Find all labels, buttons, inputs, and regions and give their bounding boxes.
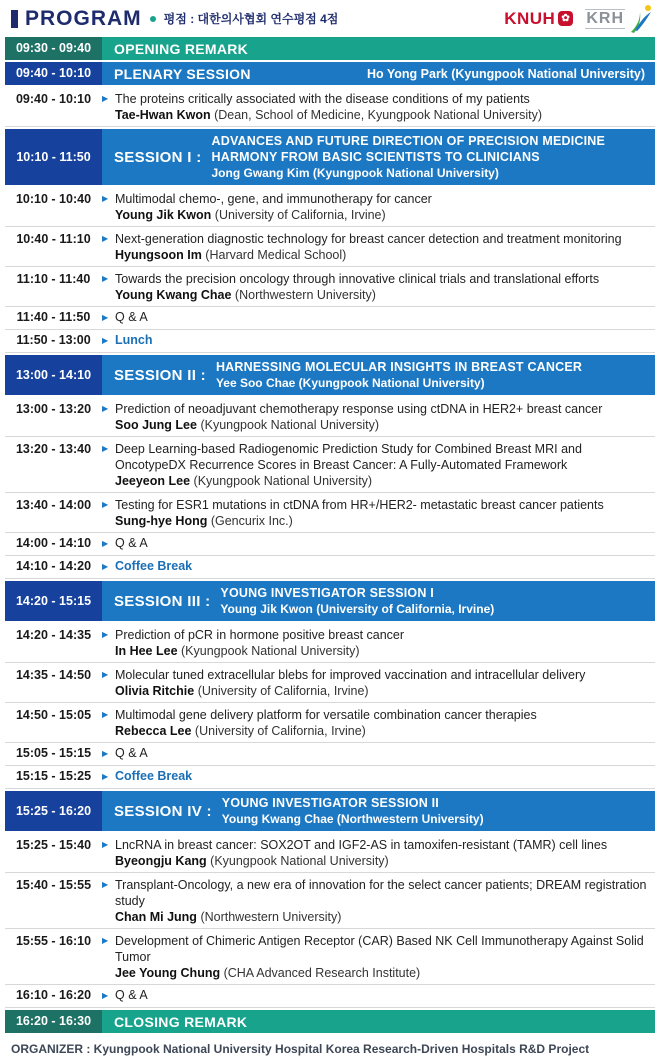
title-accent-bar: [11, 10, 18, 28]
time-range: 13:00 - 13:20: [15, 402, 92, 416]
banner-label: CLOSING REMARK: [114, 1013, 248, 1030]
banner-row: [5, 37, 655, 60]
banner-body: [102, 37, 655, 60]
simple-body: [102, 746, 655, 762]
arrow-bullet-icon: ▶: [102, 630, 109, 639]
simple-row: [5, 985, 655, 1008]
talk-speaker-line: [102, 643, 651, 659]
time-range: 15:05 - 15:15: [15, 746, 92, 760]
simple-label: Lunch: [115, 333, 153, 347]
talk-body: [102, 91, 655, 123]
speaker-affiliation: (Northwestern University): [200, 910, 342, 924]
arrow-bullet-icon: ▶: [102, 880, 109, 889]
talk-title: Transplant-Oncology, a new era of innovation for the select cancer patients; DREAM registration study: [115, 878, 647, 908]
talk-speaker-line: [102, 207, 651, 223]
speaker-name: In Hee Lee: [115, 644, 178, 658]
talk-speaker-line: [102, 287, 651, 303]
arrow-bullet-icon: ▶: [102, 539, 109, 548]
session-header-row: [5, 791, 655, 831]
arrow-bullet-icon: ▶: [102, 500, 109, 509]
session-body: [102, 791, 655, 831]
banner-row: [5, 62, 655, 85]
talk-title: Prediction of pCR in hormone positive breast cancer: [115, 628, 405, 642]
session-title-line: YOUNG INVESTIGATOR SESSION II: [221, 796, 439, 810]
time-range: 14:50 - 15:05: [15, 708, 92, 722]
session-titles: [212, 133, 606, 181]
simple-label: Coffee Break: [115, 559, 193, 573]
session-label: SESSION II :: [114, 366, 206, 384]
simple-row: [5, 533, 655, 556]
talk-row: [5, 623, 655, 663]
talk-title-line: [102, 627, 651, 643]
speaker-name: Jeeyeon Lee: [115, 474, 191, 488]
talk-title: Molecular tuned extracellular blebs for improved vaccination and intracellular delivery: [115, 668, 586, 682]
banner-body: [102, 1010, 655, 1033]
session-titles: [216, 359, 582, 391]
talk-title: Multimodal chemo-, gene, and immunotherapy for cancer: [115, 192, 432, 206]
speaker-affiliation: (CHA Advanced Research Institute): [223, 966, 421, 980]
speaker-affiliation: (Kyungpook National University): [193, 474, 373, 488]
time-range: 11:10 - 11:40: [16, 272, 91, 286]
simple-body: [102, 769, 655, 785]
speaker-name: Jee Young Chung: [115, 966, 221, 980]
talk-body: [102, 837, 655, 869]
header-title-group: [11, 7, 338, 31]
page-title: PROGRAM: [25, 6, 142, 30]
simple-label: Q & A: [115, 536, 148, 550]
speaker-affiliation: (Harvard Medical School): [205, 248, 347, 262]
banner-label: OPENING REMARK: [114, 40, 249, 57]
time-range: 14:00 - 14:10: [15, 536, 92, 550]
krh-logo-text: KRH: [586, 9, 624, 27]
talk-title-line: [102, 837, 651, 853]
speaker-affiliation: (Kyungpook National University): [181, 644, 360, 658]
time-range: 14:20 - 15:15: [5, 581, 102, 621]
session-label: SESSION I :: [114, 148, 202, 166]
talk-body: [102, 933, 655, 981]
session-header-row: [5, 355, 655, 395]
arrow-bullet-icon: ▶: [102, 404, 109, 413]
speaker-name: Hyungsoon Im: [115, 248, 202, 262]
talk-row: [5, 929, 655, 985]
talk-title-line: [102, 667, 651, 683]
talk-title-line: [102, 191, 651, 207]
talk-speaker-line: [102, 247, 651, 263]
talk-body: [102, 271, 655, 303]
simple-body: [102, 333, 655, 349]
talk-title-line: [102, 707, 651, 723]
header-logos: [504, 4, 653, 34]
credit-note: 평점 : 대한의사협회 연수평점 4점: [163, 12, 339, 26]
arrow-bullet-icon: ▶: [102, 562, 109, 571]
time-range: 16:20 - 16:30: [5, 1010, 102, 1033]
simple-row: [5, 307, 655, 330]
simple-row: [5, 743, 655, 766]
arrow-bullet-icon: ▶: [102, 710, 109, 719]
arrow-bullet-icon: ▶: [102, 444, 109, 453]
arrow-bullet-icon: ▶: [102, 670, 109, 679]
talk-speaker-line: [102, 723, 651, 739]
speaker-affiliation: (Gencurix Inc.): [210, 514, 293, 528]
talk-speaker-line: [102, 513, 651, 529]
talk-title: Deep Learning-based Radiogenomic Prediction Study for Combined Breast MRI and OncotypeDX Recurrence Scores in Breast Cancer: A Fully-Automated Framework: [115, 442, 582, 472]
talk-title: LncRNA in breast cancer: SOX2OT and IGF2-AS in tamoxifen-resistant (TAMR) cell lines: [115, 838, 608, 852]
simple-label: Q & A: [115, 988, 148, 1002]
time-range: 10:10 - 11:50: [5, 129, 102, 185]
speaker-affiliation: (Kyungpook National University): [210, 854, 389, 868]
time-range: 13:00 - 14:10: [5, 355, 102, 395]
arrow-bullet-icon: ▶: [102, 234, 109, 243]
time-range: 14:20 - 14:35: [15, 628, 92, 642]
talk-body: [102, 191, 655, 223]
footer: [5, 1035, 655, 1056]
talk-speaker-line: [102, 909, 651, 925]
arrow-bullet-icon: ▶: [102, 840, 109, 849]
talk-speaker-line: [102, 107, 651, 123]
simple-label: Q & A: [115, 310, 148, 324]
talk-speaker-line: [102, 473, 651, 489]
time-range: 11:40 - 11:50: [16, 310, 91, 324]
session-chair: Jong Gwang Kim (Kyungpook National University): [211, 166, 499, 180]
session-chair: Young Kwang Chae (Northwestern University): [221, 812, 484, 826]
time-range: 14:10 - 14:20: [15, 559, 92, 573]
session-body: [102, 129, 655, 185]
time-range: 11:50 - 13:00: [16, 333, 91, 347]
simple-body: [102, 536, 655, 552]
speaker-name: Soo Jung Lee: [115, 418, 197, 432]
talk-body: [102, 667, 655, 699]
time-range: 15:55 - 16:10: [15, 934, 92, 948]
speaker-name: Rebecca Lee: [115, 724, 192, 738]
talk-speaker-line: [102, 417, 651, 433]
talk-title-line: [102, 271, 651, 287]
speaker-name: Sung-hye Hong: [115, 514, 208, 528]
speaker-name: Byeongju Kang: [115, 854, 207, 868]
talk-speaker-line: [102, 853, 651, 869]
time-range: 14:35 - 14:50: [15, 668, 92, 682]
session-body: [102, 581, 655, 621]
talk-body: [102, 401, 655, 433]
simple-body: [102, 559, 655, 575]
knuh-logo: [504, 9, 573, 29]
simple-row: [5, 556, 655, 579]
krh-swoosh-icon: [627, 4, 653, 34]
bullet-dot-icon: [150, 16, 156, 22]
session-chair: Young Jik Kwon (University of California, Irvine): [220, 602, 495, 616]
talk-row: [5, 493, 655, 533]
talk-body: [102, 877, 655, 925]
speaker-affiliation: (University of California, Irvine): [194, 724, 366, 738]
talk-title-line: [102, 231, 651, 247]
speaker-affiliation: (Kyungpook National University): [200, 418, 379, 432]
speaker-affiliation: (University of California, Irvine): [197, 684, 369, 698]
knuh-logo-text: KNUH: [504, 8, 556, 28]
banner-label: PLENARY SESSION: [114, 65, 251, 82]
organizer-text: ORGANIZER : Kyungpook National University Hospital Korea Research-Driven Hospitals R&D Project: [11, 1042, 590, 1056]
talk-row: [5, 873, 655, 929]
talk-row: [5, 437, 655, 493]
simple-label: Coffee Break: [115, 769, 193, 783]
talk-row: [5, 833, 655, 873]
talk-title: Multimodal gene delivery platform for versatile combination cancer therapies: [115, 708, 537, 722]
talk-title: Prediction of neoadjuvant chemotherapy response using ctDNA in HER2+ breast cancer: [115, 402, 603, 416]
simple-body: [102, 310, 655, 326]
talk-title: Towards the precision oncology through innovative clinical trials and translational efforts: [115, 272, 600, 286]
talk-title-line: [102, 497, 651, 513]
talk-title: Next-generation diagnostic technology for breast cancer detection and treatment monitoring: [115, 232, 622, 246]
session-titles: [220, 585, 494, 617]
speaker-affiliation: (Dean, School of Medicine, Kyungpook National University): [214, 108, 543, 122]
schedule: [5, 37, 655, 1033]
time-range: 13:20 - 13:40: [15, 442, 92, 456]
talk-speaker-line: [102, 965, 651, 981]
talk-row: [5, 703, 655, 743]
banner-row: [5, 1010, 655, 1033]
speaker-affiliation: (Northwestern University): [234, 288, 376, 302]
session-titles: [222, 795, 484, 827]
simple-row: [5, 330, 655, 353]
krh-logo: [585, 4, 653, 34]
talk-row: [5, 267, 655, 307]
arrow-bullet-icon: ▶: [102, 274, 109, 283]
talk-row: [5, 87, 655, 127]
time-range: 15:40 - 15:55: [15, 878, 92, 892]
talk-speaker-line: [102, 683, 651, 699]
arrow-bullet-icon: ▶: [102, 991, 109, 1000]
talk-row: [5, 397, 655, 437]
session-label: SESSION IV :: [114, 802, 212, 820]
talk-title: The proteins critically associated with the disease conditions of my patients: [115, 92, 530, 106]
arrow-bullet-icon: ▶: [102, 194, 109, 203]
talk-row: [5, 187, 655, 227]
knuh-seal-icon: ✿: [558, 11, 573, 26]
speaker-name: Tae-Hwan Kwon: [115, 108, 211, 122]
talk-row: [5, 227, 655, 267]
talk-title: Testing for ESR1 mutations in ctDNA from HR+/HER2- metastatic breast cancer patients: [115, 498, 604, 512]
session-label: SESSION III :: [114, 592, 211, 610]
speaker-name: Olivia Ritchie: [115, 684, 195, 698]
session-title-line: HARNESSING MOLECULAR INSIGHTS IN BREAST CANCER: [215, 360, 583, 374]
talk-title-line: [102, 401, 651, 417]
session-title-line: YOUNG INVESTIGATOR SESSION I: [220, 586, 434, 600]
time-range: 09:40 - 10:10: [5, 62, 102, 85]
simple-body: [102, 988, 655, 1004]
talk-body: [102, 231, 655, 263]
simple-label: Q & A: [115, 746, 148, 760]
talk-title-line: [102, 91, 651, 107]
session-title-line: ADVANCES AND FUTURE DIRECTION OF PRECISION MEDICINE: [211, 134, 606, 148]
arrow-bullet-icon: ▶: [102, 313, 109, 322]
arrow-bullet-icon: ▶: [102, 749, 109, 758]
talk-title-line: [102, 933, 651, 965]
session-title-line: HARMONY FROM BASIC SCIENTISTS TO CLINICIANS: [211, 150, 540, 164]
session-header-row: [5, 581, 655, 621]
speaker-name: Chan Mi Jung: [115, 910, 197, 924]
banner-body: [102, 62, 655, 85]
session-body: [102, 355, 655, 395]
talk-body: [102, 707, 655, 739]
arrow-bullet-icon: ▶: [102, 94, 109, 103]
banner-chair: Ho Yong Park (Kyungpook National University): [366, 66, 645, 81]
talk-body: [102, 627, 655, 659]
time-range: 09:30 - 09:40: [5, 37, 102, 60]
time-range: 10:40 - 11:10: [16, 232, 91, 246]
talk-title-line: [102, 877, 651, 909]
time-range: 09:40 - 10:10: [15, 92, 92, 106]
talk-body: [102, 441, 655, 489]
time-range: 16:10 - 16:20: [15, 988, 92, 1002]
speaker-name: Young Jik Kwon: [115, 208, 212, 222]
talk-body: [102, 497, 655, 529]
talk-title-line: [102, 441, 651, 473]
header: [5, 0, 655, 35]
arrow-bullet-icon: ▶: [102, 936, 109, 945]
time-range: 10:10 - 10:40: [15, 192, 92, 206]
time-range: 15:25 - 15:40: [15, 838, 92, 852]
talk-title: Development of Chimeric Antigen Receptor (CAR) Based NK Cell Immunotherapy Against Solid Tumor: [115, 934, 644, 964]
time-range: 13:40 - 14:00: [15, 498, 92, 512]
time-range: 15:25 - 16:20: [5, 791, 102, 831]
speaker-name: Young Kwang Chae: [115, 288, 232, 302]
speaker-affiliation: (University of California, Irvine): [214, 208, 386, 222]
arrow-bullet-icon: ▶: [102, 336, 109, 345]
simple-row: [5, 766, 655, 789]
session-chair: Yee Soo Chae (Kyungpook National University): [215, 376, 485, 390]
time-range: 15:15 - 15:25: [15, 769, 92, 783]
arrow-bullet-icon: ▶: [102, 772, 109, 781]
talk-row: [5, 663, 655, 703]
session-header-row: [5, 129, 655, 185]
